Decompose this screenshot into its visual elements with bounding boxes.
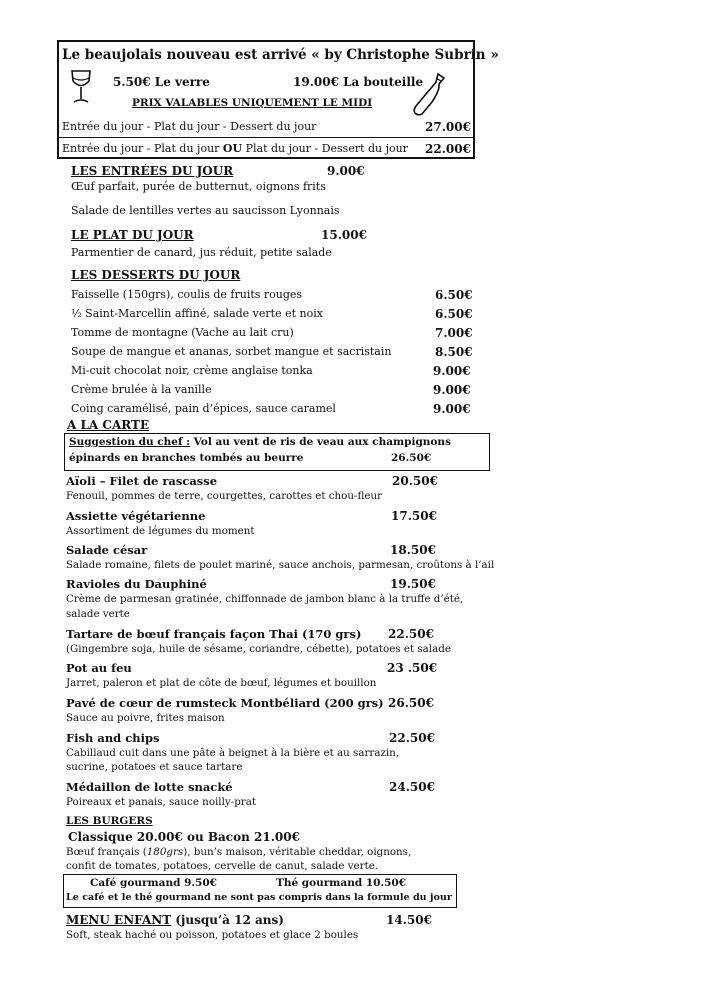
wine-glass-icon (68, 68, 94, 106)
bottle-price: 19.00€ La bouteille (293, 75, 424, 89)
formula-2-label: Entrée du jour - Plat du jour OU Plat du jour - Dessert du jour (62, 142, 409, 155)
gourmand-note: Le café et le thé gourmand ne sont pas compris dans la formule du jour (66, 892, 452, 903)
dish-desc: Salade romaine, filets de poulet mariné, sauce anchois, parmesan, croûtons à l’ail (66, 559, 495, 571)
dessert-price: 6.50€ (435, 288, 473, 302)
dessert-item: Soupe de mangue et ananas, sorbet mangue et sacristain (71, 345, 392, 358)
dish-price: 23 .50€ (387, 661, 438, 675)
the-gourmand: Thé gourmand 10.50€ (276, 877, 407, 889)
dish-desc: Cabillaud cuit dans une pâte à beignet à la bière et au sarrazin, (66, 747, 400, 759)
dish-price: 22.50€ (388, 627, 434, 641)
desserts-heading: LES DESSERTS DU JOUR (71, 268, 241, 282)
dessert-item: Crème brulée à la vanille (71, 383, 212, 396)
enfant-heading: MENU ENFANT (jusqu’à 12 ans) (66, 913, 284, 927)
plat-price: 15.00€ (321, 228, 367, 242)
formula-2-price: 22.00€ (425, 142, 471, 156)
entrees-price: 9.00€ (327, 164, 365, 178)
dish-name: Assiette végétarienne (66, 509, 206, 523)
midi-notice: PRIX VALABLES UNIQUEMENT LE MIDI (132, 97, 373, 109)
dish-desc: Poireaux et panais, sauce noilly-prat (66, 796, 256, 808)
dessert-item: ½ Saint-Marcellin affiné, salade verte et noix (71, 307, 323, 320)
beaujolais-title: Le beaujolais nouveau est arrivé « by Christophe Subrin » (62, 47, 499, 63)
suggestion-price: 26.50€ (391, 452, 432, 464)
dish-name: Pot au feu (66, 661, 132, 675)
entree-item: Salade de lentilles vertes au saucisson Lyonnais (71, 204, 340, 217)
dish-price: 20.50€ (392, 474, 438, 488)
enfant-desc: Soft, steak haché ou poisson, potatoes et glace 2 boules (66, 929, 359, 941)
dish-name: Salade césar (66, 543, 148, 557)
dish-price: 17.50€ (391, 509, 437, 523)
dish-name: Pavé de cœur de rumsteck Montbéliard (200 grs) (66, 696, 384, 710)
dish-name: Aïoli – Filet de rascasse (66, 474, 218, 488)
dessert-price: 9.00€ (433, 402, 471, 416)
dish-name: Fish and chips (66, 731, 160, 745)
dessert-price: 9.00€ (433, 383, 471, 397)
cafe-gourmand: Café gourmand 9.50€ (90, 877, 217, 889)
dessert-price: 7.00€ (435, 326, 473, 340)
glass-price: 5.50€ Le verre (113, 75, 210, 89)
dish-desc: salade verte (66, 608, 130, 620)
plat-heading: LE PLAT DU JOUR (71, 228, 194, 242)
dish-price: 26.50€ (388, 696, 434, 710)
dish-desc: sucrine, potatoes et sauce tartare (66, 761, 243, 773)
suggestion-line-1: Suggestion du chef : Vol au vent de ris de veau aux champignons (69, 436, 451, 448)
burgers-heading: LES BURGERS (66, 815, 153, 827)
dish-price: 22.50€ (389, 731, 435, 745)
burgers-desc-2: confit de tomates, potatoes, cervelle de canut, salade verte. (66, 860, 379, 872)
burgers-prices: Classique 20.00€ ou Bacon 21.00€ (68, 830, 300, 844)
dessert-item: Coing caramélisé, pain d’épices, sauce caramel (71, 402, 336, 415)
enfant-price: 14.50€ (386, 913, 432, 927)
dessert-price: 9.00€ (433, 364, 471, 378)
dessert-price: 8.50€ (435, 345, 473, 359)
suggestion-line-2: épinards en branches tombés au beurre (69, 452, 304, 464)
dish-desc: Crème de parmesan gratinée, chiffonnade de jambon blanc à la truffe d’été, (66, 593, 464, 605)
dessert-item: Tomme de montagne (Vache au lait cru) (71, 326, 294, 339)
dish-name: Tartare de bœuf français façon Thai (170 grs) (66, 627, 362, 641)
dish-desc: Fenouil, pommes de terre, courgettes, carottes et chou-fleur (66, 490, 383, 502)
dish-price: 19.50€ (390, 577, 436, 591)
formula-1-label: Entrée du jour - Plat du jour - Dessert du jour (62, 120, 317, 133)
dish-name: Médaillon de lotte snacké (66, 780, 233, 794)
dessert-price: 6.50€ (435, 307, 473, 321)
dish-price: 24.50€ (389, 780, 435, 794)
formula-1-price: 27.00€ (425, 120, 471, 134)
dessert-item: Mi-cuit chocolat noir, crème anglaise tonka (71, 364, 313, 377)
dish-name: Ravioles du Dauphiné (66, 577, 207, 591)
dish-desc: Sauce au poivre, frites maison (66, 712, 225, 724)
burgers-desc: Bœuf français (180grs), bun’s maison, véritable cheddar, oignons, (66, 846, 412, 858)
divider (57, 137, 475, 138)
dish-desc: Assortiment de légumes du moment (66, 525, 255, 537)
plat-item: Parmentier de canard, jus réduit, petite salade (71, 246, 332, 259)
dish-desc: (Gingembre soja, huile de sésame, coriandre, cébette), potatoes et salade (66, 643, 451, 655)
wine-bottle-icon (412, 72, 446, 116)
entrees-heading: LES ENTRÉES DU JOUR (71, 164, 234, 178)
dessert-item: Faisselle (150grs), coulis de fruits rouges (71, 288, 303, 301)
dish-desc: Jarret, paleron et plat de côte de bœuf, légumes et bouillon (66, 677, 377, 689)
entree-item: Œuf parfait, purée de butternut, oignons frits (71, 180, 326, 193)
dish-price: 18.50€ (390, 543, 436, 557)
carte-heading: A LA CARTE (67, 418, 150, 432)
